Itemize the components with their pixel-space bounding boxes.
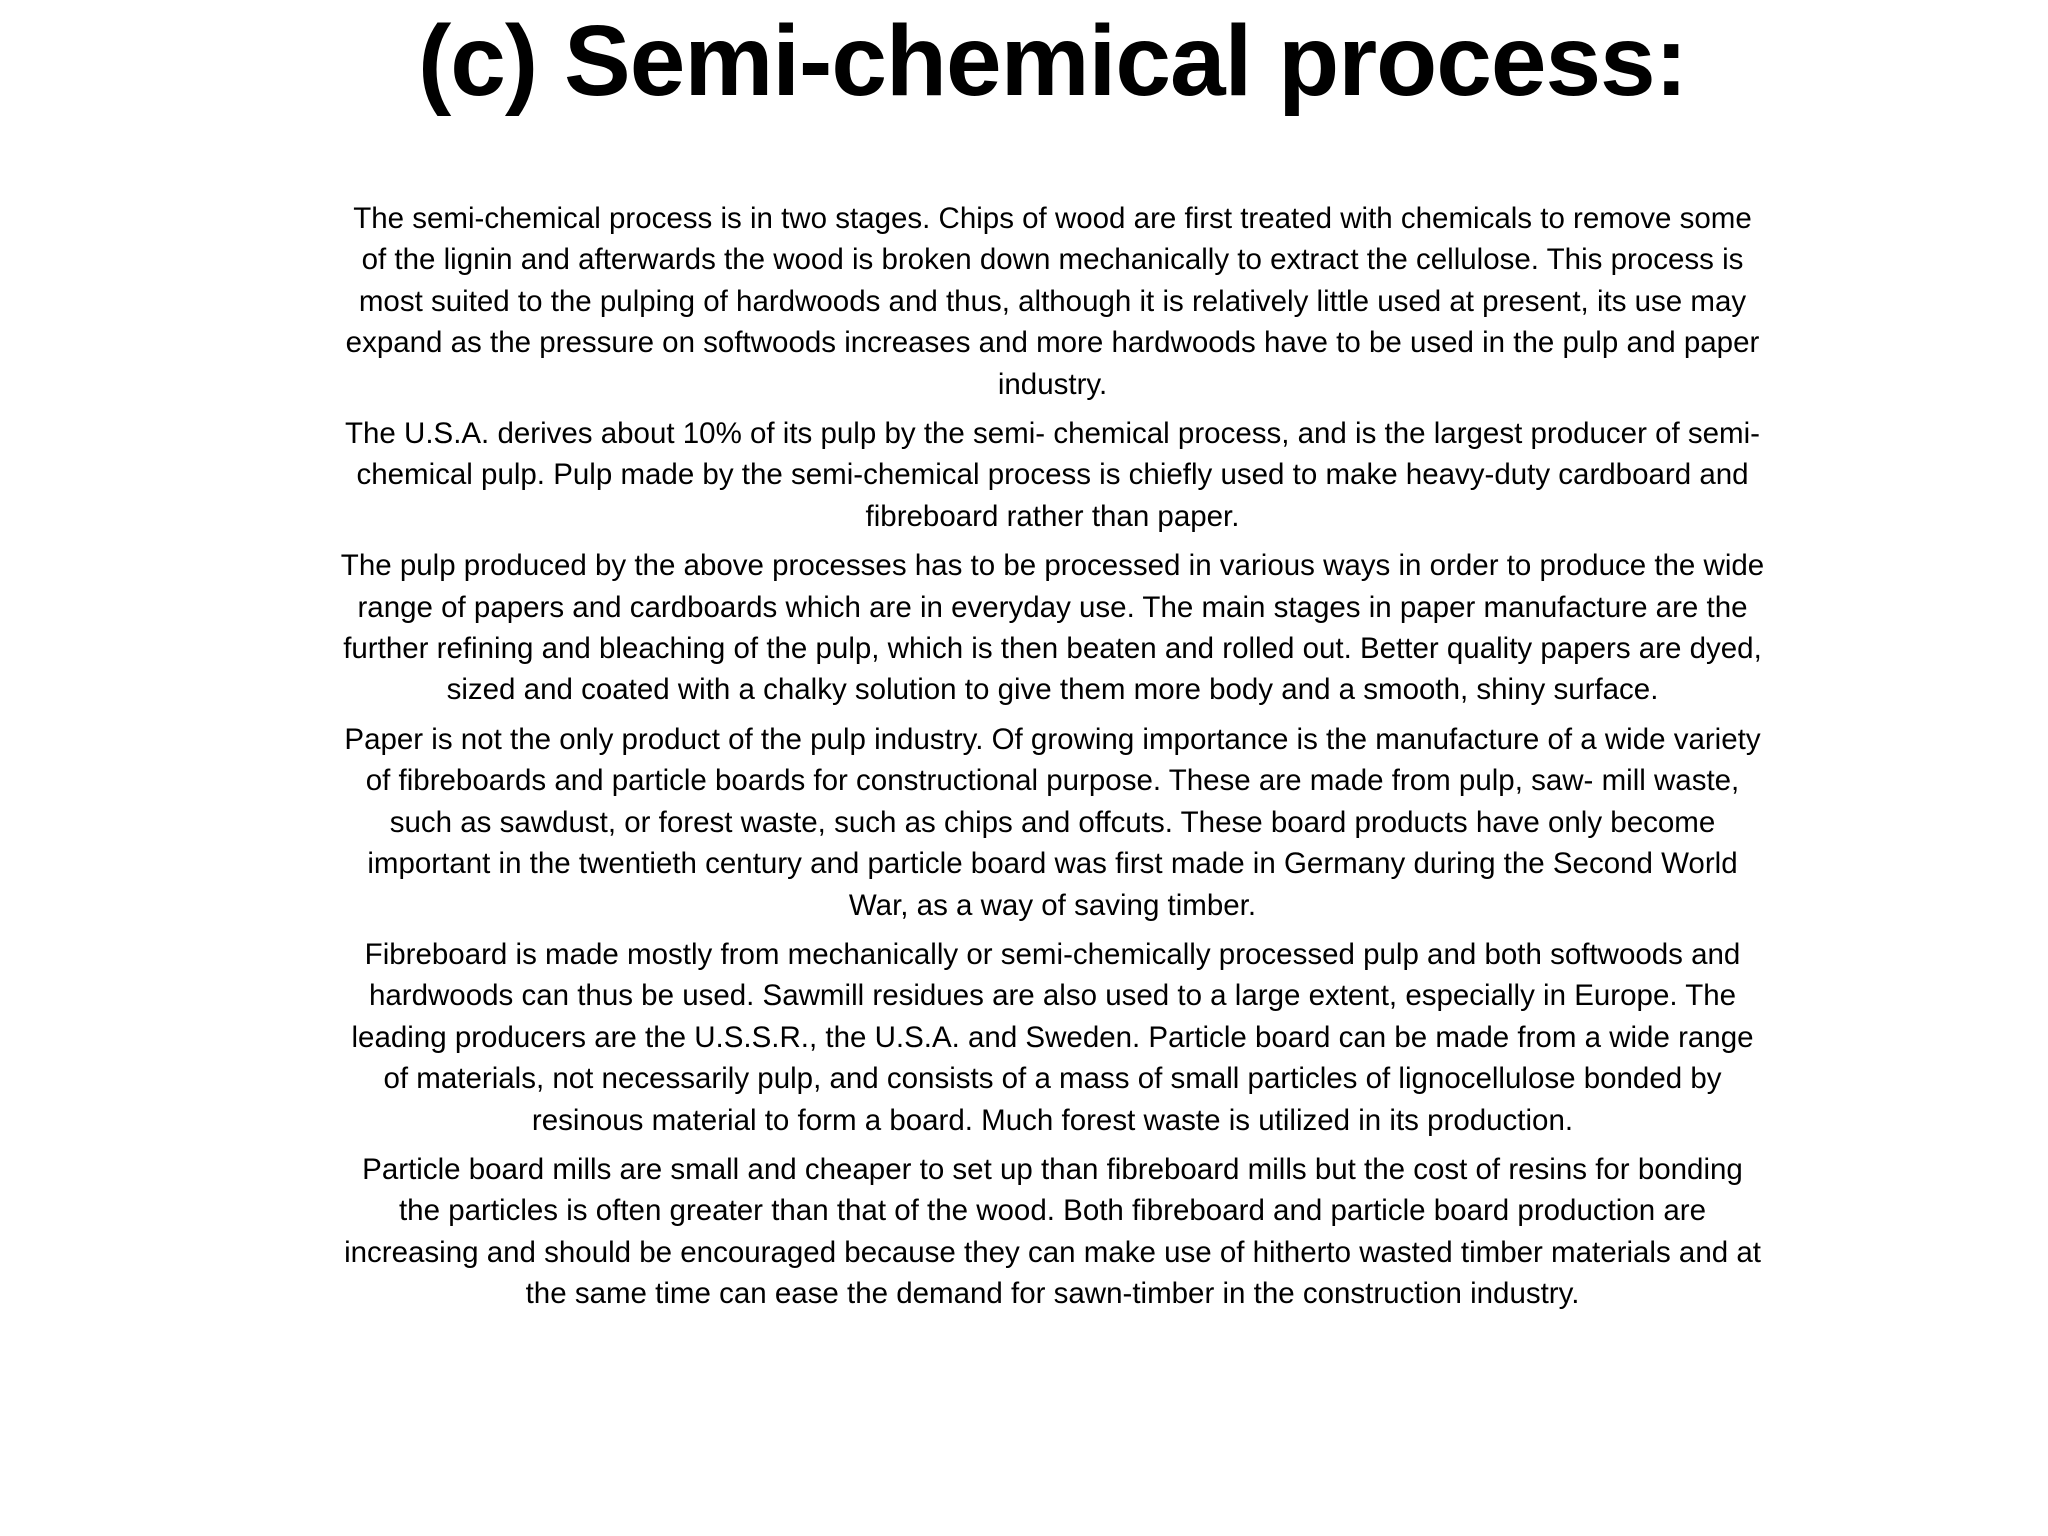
paragraph-fibreboard: Fibreboard is made mostly from mechanically or semi-chemically processed pulp and both softwoods and hardwoods can thus be used. Sawmill residues are also used to a large extent, especially in Europe. The leading producers are the U.S.S.R., the U.S.A. and Sweden. Particle board can be made from a wide range of materials, not necessarily pulp, and consists of a mass of small particles of lignocellulose bonded by resinous material to form a board. Much forest waste is utilized in its production. — [351, 937, 1754, 1137]
slide-body — [340, 198, 1765, 1323]
paragraph-board-products: Paper is not the only product of the pulp industry. Of growing importance is the manufacture of a wide variety of fibreboards and particle boards for constructional purpose. These are made from pulp, saw- mill waste, such as sawdust, or forest waste, such as chips and offcuts. These board products have only become important in the twentieth century and particle board was first made in Germany during the Second World War, as a way of saving timber. — [344, 722, 1761, 922]
paragraph-usa-pulp: The U.S.A. derives about 10% of its pulp by the semi- chemical process, and is the largest producer of semi- chemical pulp. Pulp made by the semi-chemical process is chiefly used to make heavy-duty cardboard and fibreboard rather than paper. — [344, 417, 1761, 533]
paragraph-paper-manufacture: The pulp produced by the above processes has to be processed in various ways in order to produce the wide range of papers and cardboards which are in everyday use. The main stages in paper manufacture are the further refining and bleaching of the pulp, which is then beaten and rolled out. Better quality papers are dyed, sized and coated with a chalky solution to give them more body and a smooth, shiny surface. — [340, 549, 1765, 707]
slide-title: (c) Semi-chemical process: — [418, 5, 1687, 117]
paragraph-particle-board-mills: Particle board mills are small and cheaper to set up than fibreboard mills but the cost of resins for bonding the particles is often greater than that of the wood. Both fibreboard and particle board production are increasing and should be encouraged because they can make use of hitherto wasted timber materials and at the same time can ease the demand for sawn-timber in the construction industry. — [344, 1152, 1761, 1311]
paragraph-semi-chemical-stages: The semi-chemical process is in two stages. Chips of wood are first treated with chemicals to remove some of the lignin and afterwards the wood is broken down mechanically to extract the cellulose. This process is most suited to the pulping of hardwoods and thus, although it is relatively little used at present, its use may expand as the pressure on softwoods increases and more hardwoods have to be used in the pulp and paper industry. — [345, 202, 1760, 401]
